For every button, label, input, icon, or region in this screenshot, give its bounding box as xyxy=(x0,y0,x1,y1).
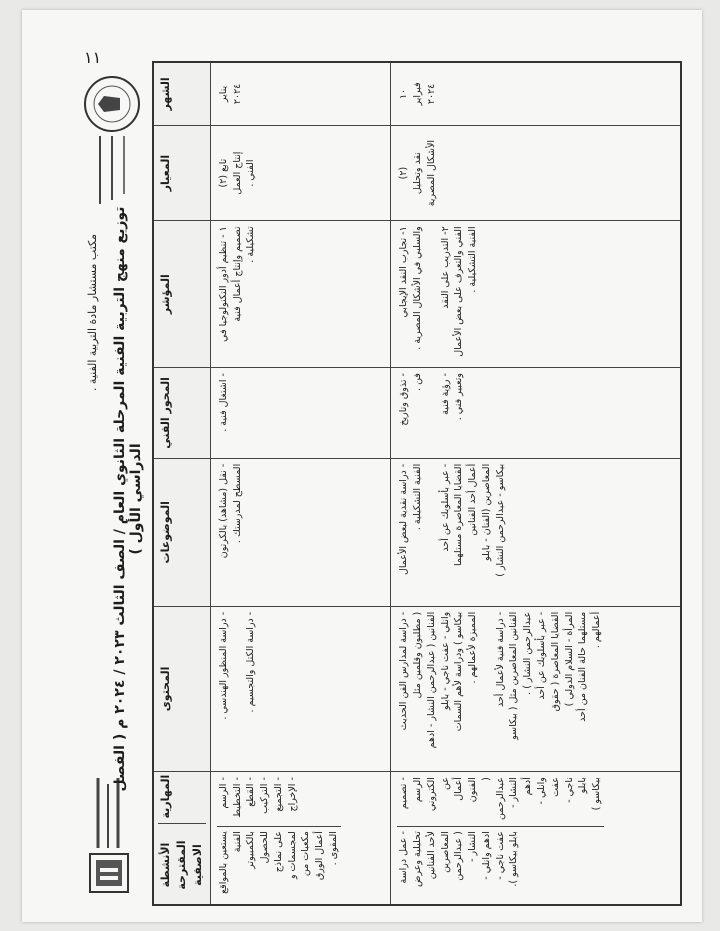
cell-month-line: ١٠ xyxy=(398,88,410,100)
cell-standard-line: (٢) xyxy=(398,166,410,180)
cell-content-line: الفنانين ( عبدالرحمن النشار - ادهم xyxy=(425,611,437,749)
cell-content-line xyxy=(231,612,245,766)
activity-line: يستعين بالمواقع الفنية xyxy=(217,831,243,894)
cell-content-line: المميزة لأعمالهم . xyxy=(467,611,479,684)
cell-axis-line: - تذوق وتاريخ xyxy=(398,373,410,426)
cell-indicator-line: ٢- التدريب على النقد xyxy=(439,226,451,309)
cell-topics-line: المعاصرين (الفنان - بابلو xyxy=(480,463,492,561)
cell-content-line: عبدالرحمن النشار ) . xyxy=(522,611,534,695)
cell-indicator-line: ١ - تنظيم أدور التكنولوجيا في xyxy=(217,226,229,342)
activity-line: المقوى . xyxy=(327,831,339,866)
cell-content xyxy=(391,606,681,771)
cell-topics-line: القضايا المعاصرة مستلهما xyxy=(453,463,465,566)
skill-item: - الإخراج xyxy=(286,777,298,812)
cell-standard-line: نقد وتحليل xyxy=(412,152,424,195)
header-axis: المحور الفني xyxy=(153,368,210,459)
cell-topics-line: بيكاسو - عبدالرحمن النشار ) xyxy=(494,463,506,577)
skill-item: - التجميع xyxy=(272,777,284,812)
cell-indicator xyxy=(391,221,681,368)
cell-month-line: ٢٠٢٤ xyxy=(425,83,437,105)
cell-indicator-line: ١- تجارب النقد الإيجابي xyxy=(398,226,410,318)
cell-content-line: ( مطلبون وقلمين مثل xyxy=(412,611,424,699)
cell-indicator xyxy=(210,221,391,368)
cell-content-line: - دراسة لمدارس الفن الحديث xyxy=(398,611,410,731)
cell-month-line: ٢٠٢٤ xyxy=(231,83,243,105)
activity-line: - عمل دراسة تحليلية وعرض xyxy=(398,831,424,888)
header-topics: الموضوعات xyxy=(153,458,210,606)
cell-topics-line xyxy=(425,464,439,601)
skill-item: - تصميم الرسم xyxy=(398,777,424,810)
header-indicator: المؤشر xyxy=(153,221,210,368)
cell-axis xyxy=(391,368,681,459)
cell-content-line: القضايا المعاصرة ( حقوق xyxy=(549,611,561,712)
header-activities-label: الأنشطة المقترحة الاصفية xyxy=(159,840,204,890)
cell-axis xyxy=(210,368,391,459)
activity-skills xyxy=(397,777,603,827)
activity-line: ( عبدالرحمن النشار - xyxy=(453,831,479,881)
activity-line: لأحد الفنانين المعاصرين xyxy=(425,831,451,880)
header-content: المحتوى xyxy=(153,606,210,771)
table-header-row xyxy=(153,62,210,905)
activity-description xyxy=(397,827,603,899)
activity-line: على نماذج لمجسمات و xyxy=(272,831,298,880)
cell-axis-line: فن . xyxy=(412,373,424,391)
activity-skills xyxy=(217,777,341,827)
rotated-document xyxy=(82,34,692,914)
cell-topics xyxy=(391,458,681,606)
cell-indicator-line xyxy=(425,226,439,362)
cell-content-line: - عبر بأسلوبك عن أحد xyxy=(536,611,548,700)
cell-standard xyxy=(391,125,681,220)
activity-line: ادهم وانلي - عفت ناجي - xyxy=(480,831,506,880)
cell-standard-line: إنتاج العمل xyxy=(231,151,243,195)
activity-line: بالكمبيوتر للحصول xyxy=(245,831,271,869)
header-activities xyxy=(153,772,210,905)
cell-content-line: وانلي - عفت ناجي - بابلو xyxy=(439,611,451,711)
document-page xyxy=(22,10,702,922)
cell-content-line: مستلهما حالة الفنان من أحد xyxy=(577,611,589,722)
cell-standard-line: الأشكال المصرية xyxy=(425,139,437,207)
cell-topics-line: أعمال أحد الفنانين xyxy=(467,463,479,536)
cell-topics xyxy=(210,458,391,606)
header-standard: المعيار xyxy=(153,125,210,220)
cell-standard xyxy=(210,125,391,220)
activity-line: بابلو بيكاسو ). xyxy=(508,831,520,887)
cell-indicator-line: الفني والتعرف على بعض الأعمال xyxy=(453,226,465,357)
cell-content-line: الفنانين المعاصرين مثل ( بيكاسو xyxy=(508,611,520,740)
activity-line: مكعبات من أعمال الورق xyxy=(300,831,326,881)
cell-indicator-line: الفنية التشكيلية . xyxy=(467,226,479,293)
cell-month-line: يناير xyxy=(217,85,229,103)
skill-item: ( عبدالرحمن xyxy=(480,777,506,821)
office-line: مكتب مستشار مادة التربية الفنية . xyxy=(86,234,99,392)
skill-item: - الرسم xyxy=(217,777,229,809)
cell-topics-line: - دراسة نقدية لبعض الأعمال xyxy=(398,463,410,575)
cell-content xyxy=(210,606,391,771)
skill-item: النشار - أدهم xyxy=(508,777,534,808)
cell-content-line xyxy=(480,612,494,766)
cell-activities xyxy=(391,772,681,905)
activity-description xyxy=(217,827,341,899)
cell-content-line: بيكاسو ) ودراسة لأهم السمات xyxy=(453,611,465,732)
cell-axis-line: - رؤية فنية xyxy=(439,373,451,415)
cell-content-line: - دراسة الكتل والتجسيم . xyxy=(245,611,257,713)
skill-item: الكتروني عن xyxy=(425,777,451,812)
cell-axis-line: وتعبير فني . xyxy=(453,373,465,421)
cell-month xyxy=(391,62,681,125)
skill-item: - التخطيط xyxy=(231,777,243,818)
skill-item: - التركيب xyxy=(259,777,271,814)
cell-topics-line: - عبر بأسلوبك عن أحد xyxy=(439,463,451,552)
skill-item: أعمال الفنون xyxy=(453,777,479,803)
skill-item: ناجي - بابلو xyxy=(563,777,589,803)
header-month: الشهر xyxy=(153,62,210,125)
cell-activities xyxy=(210,772,391,905)
cell-content-line: - دراسة المنظور الهندسي . xyxy=(217,611,229,720)
skill-item: - القطع xyxy=(245,777,257,807)
cell-month-line: فبراير xyxy=(412,82,424,106)
cell-month xyxy=(210,62,391,125)
cell-standard-line: تابع (٢) xyxy=(217,158,229,188)
curriculum-table xyxy=(152,61,682,906)
cell-content-line: - دراسة فنية لأعمال أحد xyxy=(494,611,506,708)
plan-title: توزيع منهج التربية الفنية المرحلة الثانوي العام / الصف الثالث ٢٠٢٣ / ٢٠٢٤ م ( الفصل الدراسي الأول ) xyxy=(112,206,144,792)
cell-indicator-line: والسلبي في الأشكال المصرية . xyxy=(412,226,424,350)
cell-axis-line xyxy=(425,373,439,453)
cell-content-line: أعمالهم . xyxy=(591,611,603,649)
header-skills: المهارية xyxy=(158,774,206,824)
cell-topics-line: الفنية التشكيلية . xyxy=(412,463,424,531)
cell-indicator-line: تصميم وإنتاج أعمال فنية xyxy=(231,226,243,322)
table-row xyxy=(391,62,681,905)
table-row xyxy=(210,62,391,905)
skill-item: بيكاسو ) xyxy=(591,777,603,811)
cell-topics-line: - نقل (مشاهد) بالكرتون xyxy=(217,463,229,559)
page-number: ١١ xyxy=(84,48,102,67)
cell-topics-line: المسطح لمدرستك . xyxy=(231,463,243,544)
cell-indicator-line: تشكيلية . xyxy=(245,226,257,263)
cell-content-line: المرأة - السلام الدولي ) xyxy=(563,611,575,707)
cell-axis-line: - اشتغال فنية . xyxy=(217,373,229,432)
cell-standard-line: الفني . xyxy=(245,159,257,187)
skill-item: وانلي - عفت xyxy=(536,777,561,805)
